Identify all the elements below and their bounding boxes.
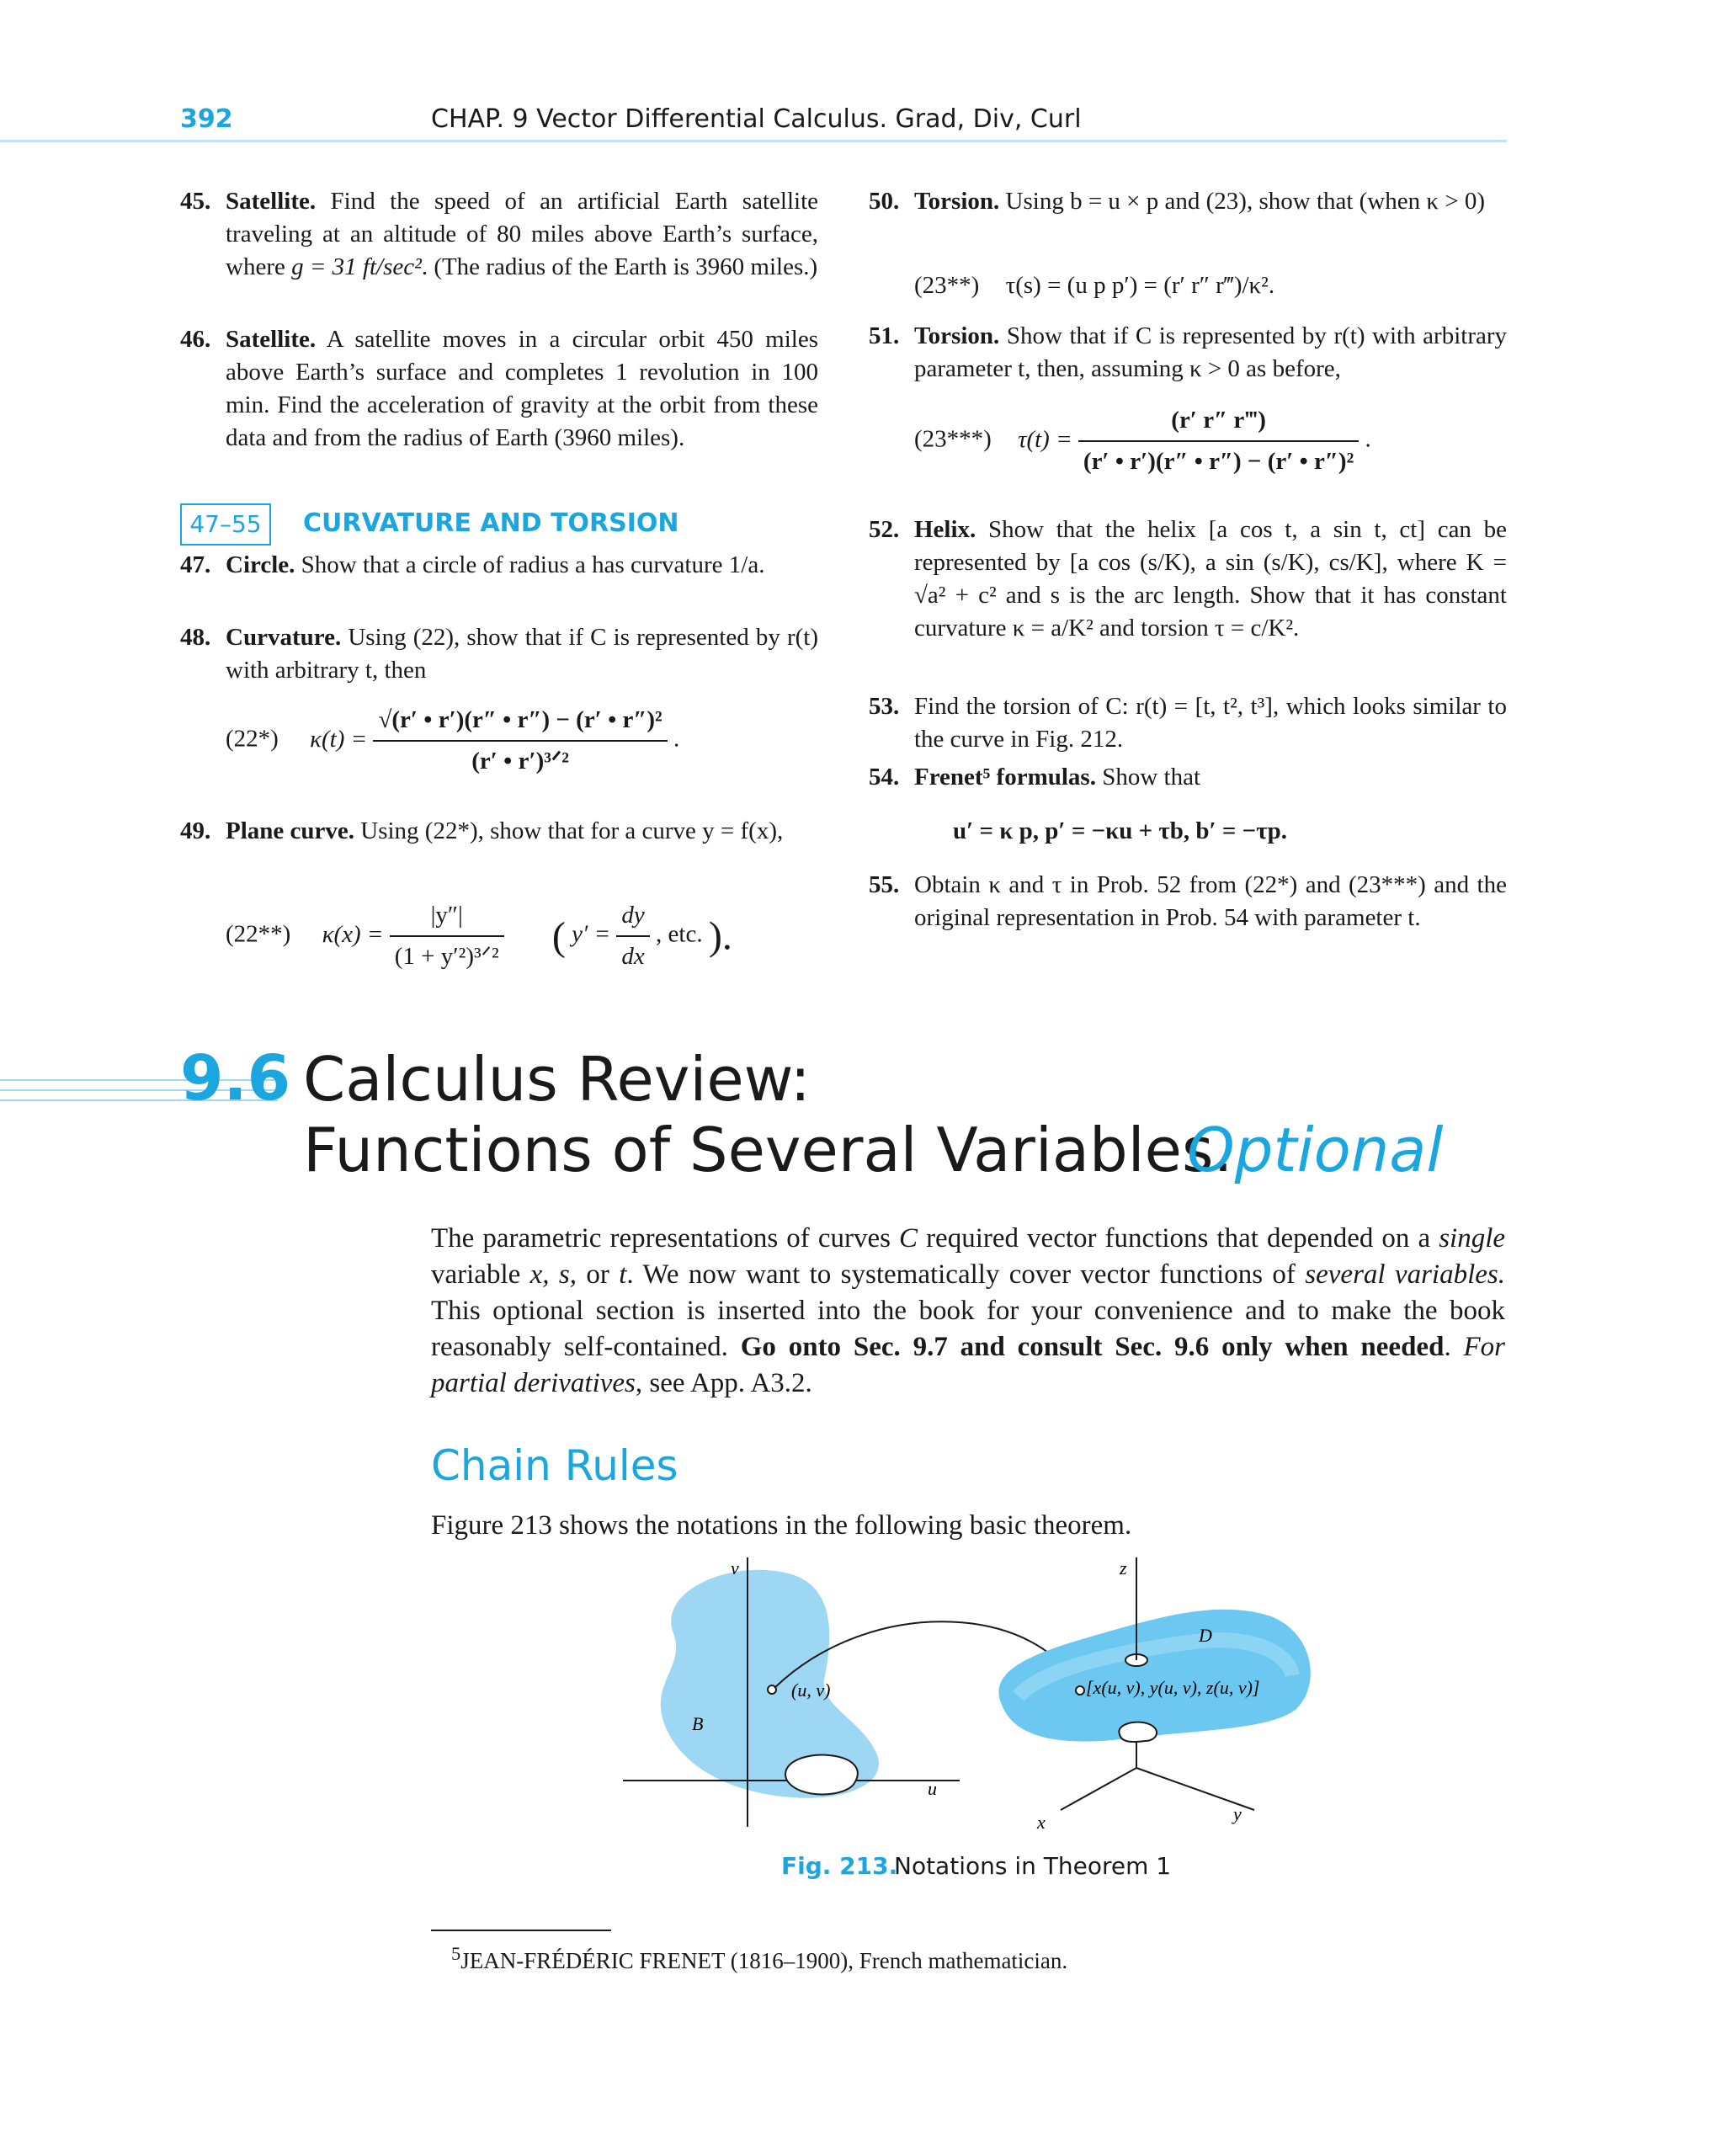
label-y: y	[1233, 1803, 1242, 1824]
intro-paragraph	[431, 1221, 1505, 1402]
fraction-denominator: (r′ • r′)³ᐟ²	[471, 748, 569, 775]
hole-B	[785, 1755, 858, 1795]
problem-range-box: 47–55	[180, 503, 271, 546]
header-rule	[0, 140, 1507, 142]
etc-text: , etc.	[656, 920, 703, 948]
intro-text: single	[1439, 1223, 1506, 1254]
problem-55	[869, 869, 1507, 934]
problem-section-title: CURVATURE AND TORSION	[303, 508, 679, 538]
problem-number: 53.	[869, 693, 900, 720]
paren-open: (	[551, 913, 566, 959]
intro-text: . We now want to systematically cover vector functions of	[626, 1259, 1306, 1290]
problem-title: Satellite.	[226, 188, 317, 215]
subsection-title: Chain Rules	[431, 1441, 678, 1490]
problem-48	[180, 621, 818, 687]
problem-text: Find the speed of an artificial Earth satellite traveling at an altitude of 80 miles above Earth’s surface, where	[226, 188, 818, 280]
footnote	[451, 1943, 1067, 1974]
label-v: v	[731, 1557, 739, 1578]
x-axis	[1061, 1768, 1136, 1810]
figure-213	[606, 1557, 1330, 1844]
problem-number: 52.	[869, 516, 900, 543]
problem-number: 54.	[869, 764, 900, 791]
problem-number: 49.	[180, 817, 211, 844]
equation-end: .	[673, 725, 680, 753]
problem-title: Plane curve.	[226, 817, 355, 844]
running-title: CHAP. 9 Vector Differential Calculus. Grad, Div, Curl	[431, 104, 1082, 134]
label-x: x	[1037, 1812, 1046, 1833]
figure-caption-label: Fig. 213.	[781, 1852, 898, 1880]
problem-text: A satellite moves in a circular orbit 450 miles above Earth’s surface and completes 1 revolution in 100 min. Find the acceleration of gravity at the orbit from these data and from the radius of Earth (3960 miles).	[226, 326, 818, 451]
problem-text: Find the torsion of C: r(t) = [t, t², t³], which looks similar to the curve in Fig. 212.	[914, 693, 1507, 753]
problem-45	[180, 185, 818, 284]
figure-caption-text: Notations in Theorem 1	[894, 1852, 1172, 1880]
equation-tag: (23***)	[914, 425, 992, 453]
problem-number: 45.	[180, 188, 211, 215]
yprime: y′ =	[572, 920, 611, 948]
label-B: B	[692, 1713, 704, 1734]
problem-title: Circle.	[226, 551, 295, 578]
problem-46	[180, 323, 818, 455]
equation-lhs: κ(x) =	[322, 920, 384, 948]
problem-51	[869, 320, 1507, 386]
label-xyz: [x(u, v), y(u, v), z(u, v)]	[1086, 1677, 1260, 1698]
frenet-formulas: u′ = κ p, p′ = −κu + τb, b′ = −τp.	[953, 817, 1287, 844]
section-number: 9.6	[180, 1042, 291, 1115]
equation-tag: (23**)	[914, 272, 980, 299]
problem-title: Curvature.	[226, 624, 342, 651]
equation-tag: (22**)	[226, 920, 291, 948]
problem-number: 48.	[180, 624, 211, 651]
problem-title: Torsion.	[914, 322, 1000, 349]
fraction-numerator: |y″|	[390, 899, 504, 937]
intro-text: , see App. A3.2.	[635, 1368, 812, 1398]
page-number: 392	[180, 104, 233, 134]
intro-text: several variables.	[1305, 1259, 1506, 1290]
problem-text: Using (22*), show that for a curve y = f(x),	[354, 817, 784, 844]
label-z: z	[1120, 1557, 1127, 1578]
problem-53	[869, 690, 1507, 756]
problem-title: Frenet⁵ formulas.	[914, 764, 1096, 791]
problem-text: Using b = u × p and (23), show that (when κ > 0)	[999, 188, 1486, 215]
intro-text: x, s,	[529, 1259, 577, 1290]
problem-number: 46.	[180, 326, 211, 353]
equation-fraction	[390, 899, 504, 973]
problem-title: Satellite.	[226, 326, 317, 353]
section-title-line1: Calculus Review:	[303, 1044, 811, 1115]
intro-text: The parametric representations of curves	[431, 1223, 899, 1254]
footnote-text: JEAN-FRÉDÉRIC FRENET (1816–1900), French mathematician.	[460, 1948, 1068, 1973]
intro-text: C	[899, 1223, 918, 1254]
intro-text: required vector functions that depended on a	[918, 1223, 1439, 1254]
problem-number: 51.	[869, 322, 900, 349]
problem-47	[180, 549, 818, 582]
intro-text: This optional section is inserted into the book for your convenience and to make the book reasonably self-contained.	[431, 1296, 1505, 1362]
problem-text: . (The radius of the Earth is 3960 miles.)	[421, 253, 818, 280]
fraction-denominator: (1 + y′²)³ᐟ²	[394, 943, 499, 970]
label-uv: (u, v)	[791, 1680, 831, 1701]
footnote-rule	[431, 1930, 611, 1931]
figure-intro-text: Figure 213 shows the notations in the following basic theorem.	[431, 1510, 1132, 1541]
problem-text: Show that the helix [a cos t, a sin t, ct] can be represented by [a cos (s/K), a sin (s/K), cs/K], where K = √a² + c² and s is the arc length. Show that it has constant curvature κ = a/K² and torsion τ = c/K².	[914, 516, 1507, 641]
equation-fraction	[1078, 404, 1359, 478]
fraction-denominator: (r′ • r′)(r″ • r″) − (r′ • r″)²	[1083, 448, 1354, 475]
section-title-line2: Functions of Several Variables.	[303, 1115, 1233, 1185]
intro-text: variable	[431, 1259, 530, 1290]
problem-49	[180, 815, 818, 848]
equation-23-triple-star	[914, 404, 1371, 478]
label-u: u	[928, 1778, 937, 1799]
intro-text: For partial derivatives	[431, 1332, 1505, 1398]
problem-number: 50.	[869, 188, 900, 215]
equation-lhs: τ(t) =	[1018, 425, 1072, 453]
equation-tag: (22*)	[226, 725, 279, 753]
fraction-numerator: dy	[616, 899, 649, 937]
problem-text: Using (22), show that if C is represented by r(t) with arbitrary t, then	[226, 624, 818, 684]
problem-text: Show that	[1095, 764, 1201, 791]
point-xyz	[1076, 1686, 1084, 1695]
equation-fraction	[373, 704, 667, 778]
problem-52	[869, 514, 1507, 645]
problem-text: Show that a circle of radius a has curvature 1/a.	[295, 551, 765, 578]
gravity-expression: g = 31 ft/sec²	[291, 253, 422, 280]
intro-text: or	[577, 1259, 620, 1290]
fraction-numerator: √(r′ • r′)(r″ • r″) − (r′ • r″)²	[373, 704, 667, 742]
paren-close: ).	[708, 913, 732, 959]
intro-text: .	[1444, 1332, 1464, 1362]
problem-number: 47.	[180, 551, 211, 578]
problem-title: Torsion.	[914, 188, 1000, 215]
equation-23-double-star	[914, 269, 1274, 302]
problem-title: Helix.	[914, 516, 976, 543]
problem-50	[869, 185, 1507, 218]
derivative-fraction	[616, 899, 649, 973]
equation-body: τ(s) = (u p p′) = (r′ r″ r‴)/κ².	[1005, 272, 1275, 299]
equation-lhs: κ(t) =	[310, 725, 368, 753]
problem-54	[869, 761, 1507, 794]
hole-D-bottom	[1119, 1722, 1157, 1742]
fraction-numerator: (r′ r″ r‴)	[1078, 404, 1359, 442]
intro-text: Go onto Sec. 9.7 and consult Sec. 9.6 only when needed	[740, 1332, 1445, 1362]
footnote-marker: 5	[451, 1943, 461, 1964]
equation-22-double-star	[226, 899, 732, 973]
fraction-denominator: dx	[621, 943, 645, 970]
equation-end: .	[1365, 425, 1371, 453]
problem-text: Show that if C is represented by r(t) with arbitrary parameter t, then, assuming κ > 0 as before,	[914, 322, 1507, 382]
intro-text: t	[619, 1259, 627, 1290]
problem-text: Obtain κ and τ in Prob. 52 from (22*) and (23***) and the original representation in Prob. 54 with parameter t.	[914, 871, 1507, 931]
equation-22-star	[226, 704, 679, 778]
section-optional-label: Optional	[1187, 1115, 1444, 1185]
label-D: D	[1199, 1625, 1212, 1646]
problem-number: 55.	[869, 871, 900, 898]
